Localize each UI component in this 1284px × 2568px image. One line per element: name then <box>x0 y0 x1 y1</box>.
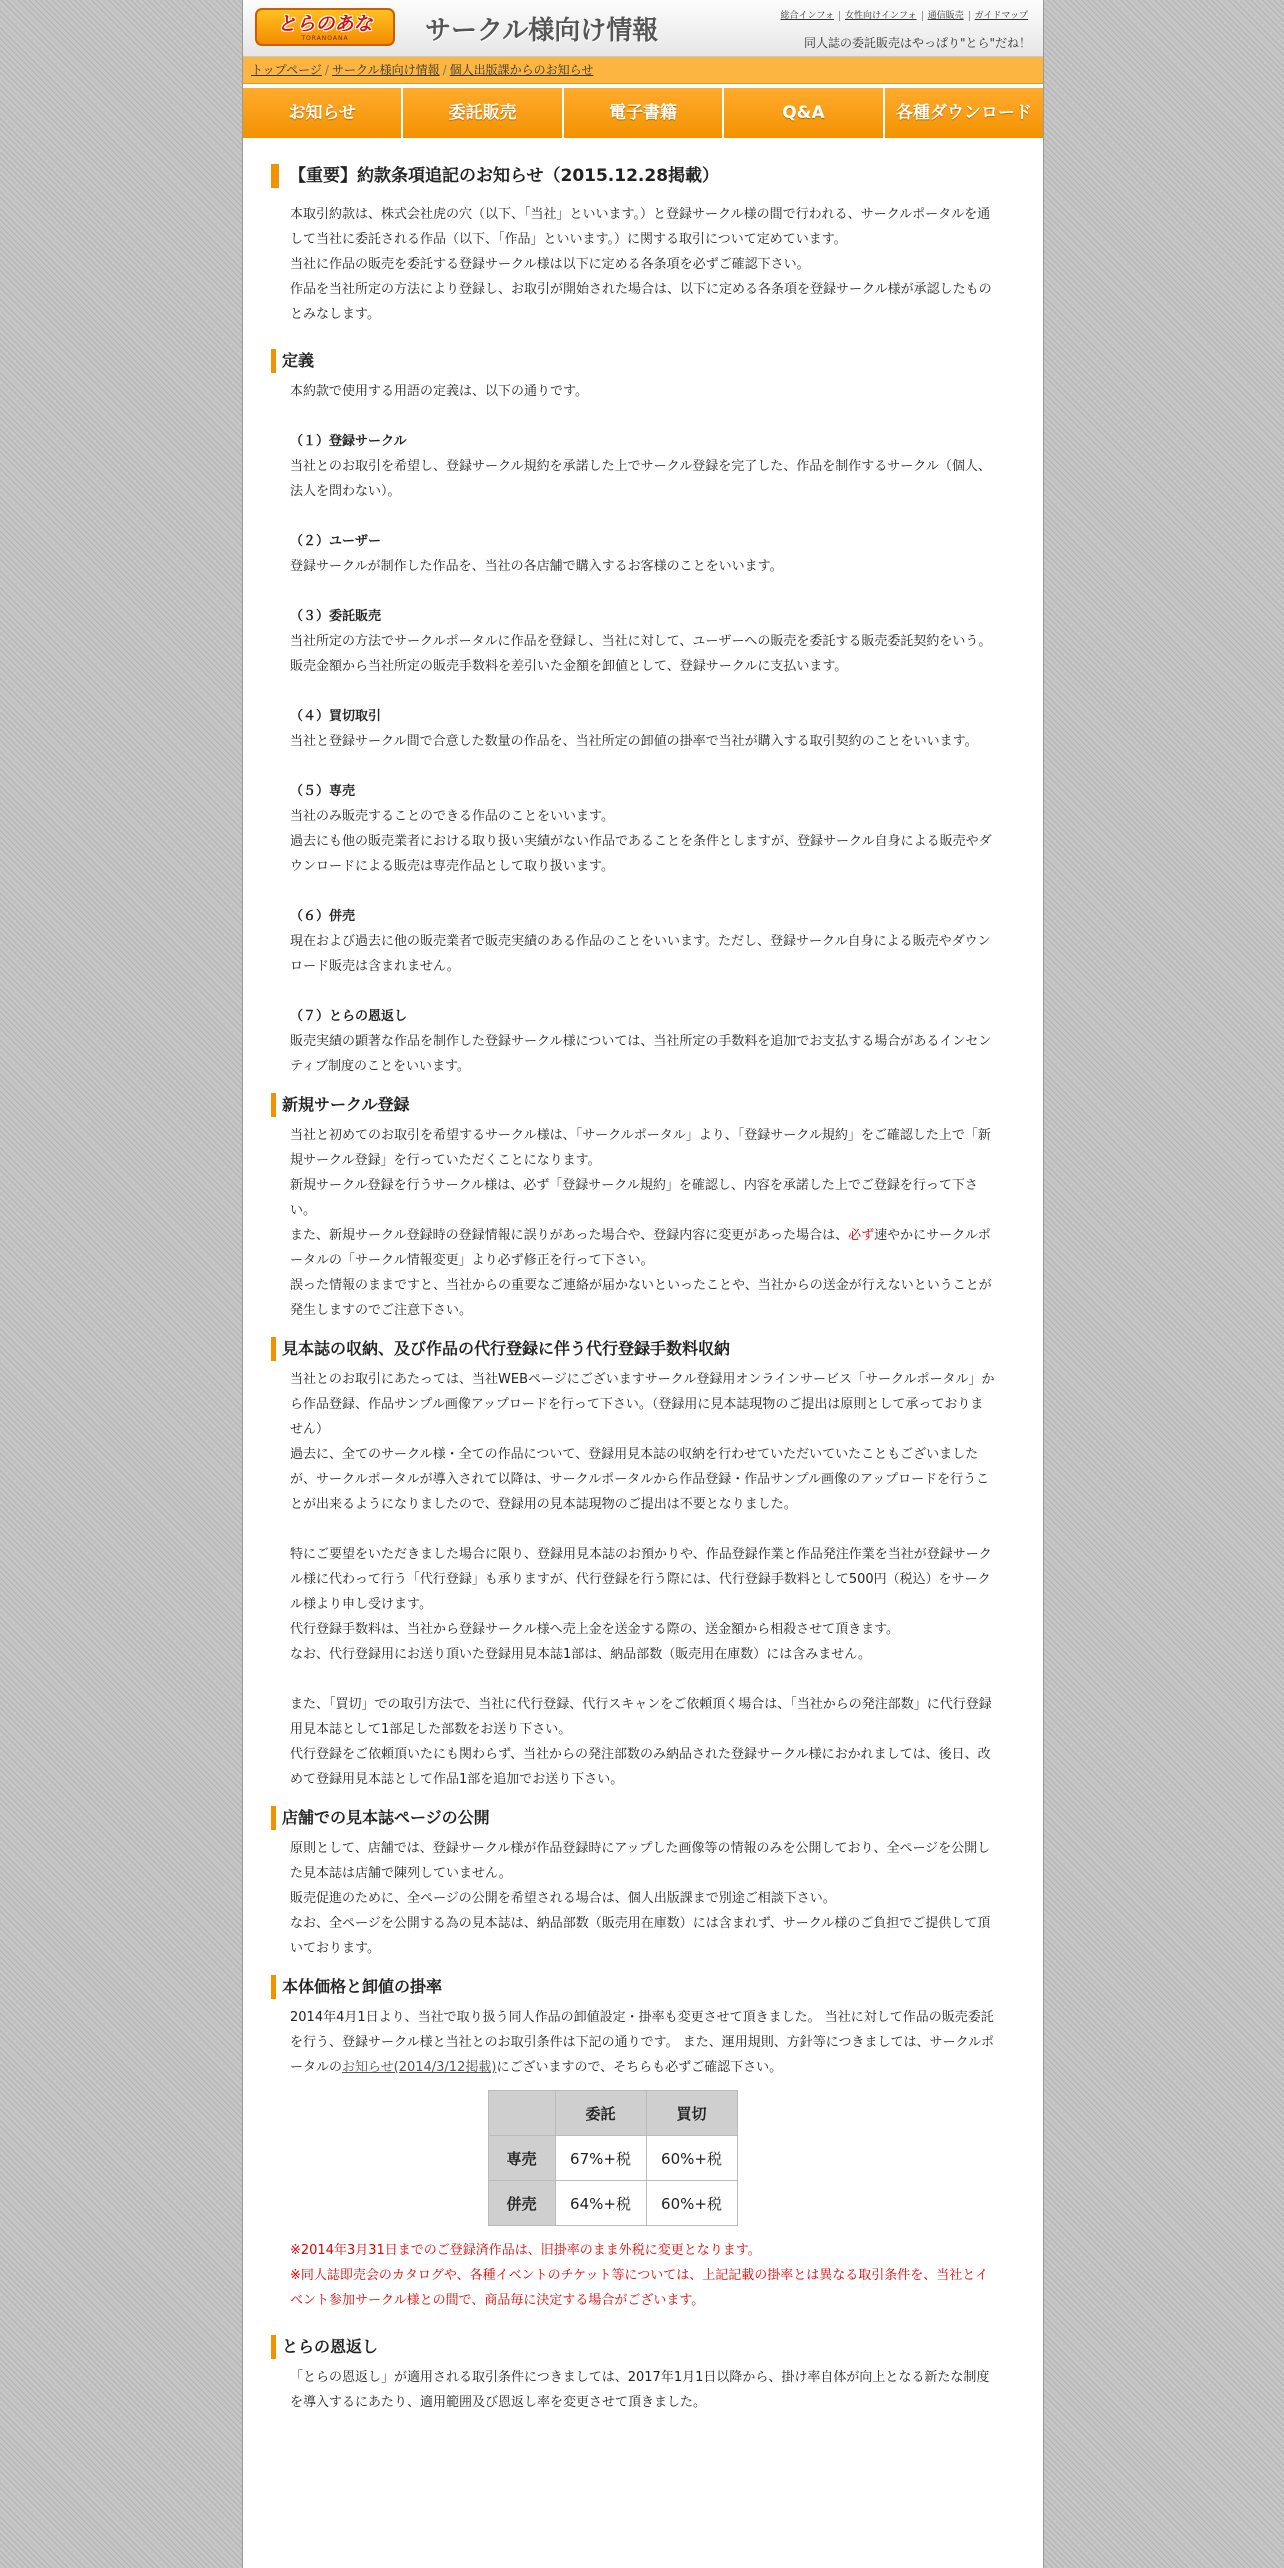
definition-text: 過去にも他の販売業者における取り扱い実績がない作品であることを条件としますが、登録サークル自身による販売やダウンロードによる販売は専売作品として取り扱います。 <box>290 834 992 874</box>
site-header <box>243 0 1043 57</box>
store-paragraph: 販売促進のために、全ページの公開を希望される場合は、個人出版課まで別途ご相談下さい。 <box>290 1891 836 1906</box>
emphasis-required: 必ず <box>848 1228 875 1243</box>
new-circle-paragraph <box>290 1223 995 1273</box>
definition-text: 当社所定の方法でサークルポータルに作品を登録し、当社に対して、ユーザーへの販売を委託する販売委託契約をいう。 <box>290 634 992 649</box>
nav-consignment[interactable]: 委託販売 <box>403 88 563 138</box>
definition-title: （５）専売 <box>290 784 356 799</box>
price-text: にございますので、そちらも必ずご確認下さい。 <box>496 2060 783 2075</box>
table-row <box>488 2181 737 2226</box>
main-content <box>243 164 1043 2415</box>
logo-text: とらのあな <box>277 13 373 35</box>
store-sample-block <box>271 1836 995 1961</box>
rate-table-column-header: 買切 <box>646 2091 737 2136</box>
rate-table-column-header: 委託 <box>555 2091 646 2136</box>
top-link-mail-order[interactable]: 通信販売 <box>922 11 969 21</box>
top-link-guide-map[interactable]: ガイドマップ <box>969 11 1033 21</box>
nav-ebooks[interactable]: 電子書籍 <box>564 88 724 138</box>
sample-paragraph: 当社とのお取引にあたっては、当社WEBページにございますサークル登録用オンラインサービス「サークルポータル」から作品登録、作品サンプル画像アップロードを行って下さい。（登録用に見本誌現物のご提出は原則として承っておりません） <box>290 1372 995 1437</box>
store-paragraph: なお、全ページを公開する為の見本誌は、納品部数（販売用在庫数）には含まれず、サークル様のご負担でご提供して頂いております。 <box>290 1916 991 1956</box>
site-title: サークル様向け情報 <box>425 16 659 46</box>
nav-downloads[interactable]: 各種ダウンロード <box>885 88 1043 138</box>
section-heading-new-circle: 新規サークル登録 <box>271 1093 995 1117</box>
rate-table-cell: 67%+税 <box>555 2136 646 2181</box>
definition-text: 販売実績の顕著な作品を制作した登録サークル様については、当社所定の手数料を追加でお支払する場合があるインセンティブ制度のことをいいます。 <box>290 1034 992 1074</box>
definition-title: （１）登録サークル <box>290 434 407 449</box>
definition-title: （３）委託販売 <box>290 609 382 624</box>
rate-table <box>488 2090 738 2226</box>
spacer <box>290 1517 995 1542</box>
rate-table-row-header: 専売 <box>488 2136 555 2181</box>
new-circle-paragraph: 当社と初めてのお取引を希望するサークル様は、「サークルポータル」より、「登録サークル規約」をご確認した上で「新規サークル登録」を行っていただくことになります。 <box>290 1128 991 1168</box>
rate-note: ※同人誌即売会のカタログや、各種イベントのチケット等については、上記記載の掛率とは異なる取引条件を、当社とイベント参加サークル様との間で、商品毎に決定する場合がございます。 <box>290 2268 989 2308</box>
nav-qa[interactable]: Q&A <box>724 88 884 138</box>
sample-paragraph: 代行登録手数料は、当社から登録サークル様へ売上金を送金する際の、送金額から相殺させて頂きます。 <box>290 1622 900 1637</box>
page-container <box>242 0 1044 2568</box>
nav-news[interactable]: お知らせ <box>243 88 403 138</box>
main-nav <box>243 88 1043 138</box>
portal-news-link[interactable]: お知らせ(2014/3/12掲載) <box>342 2060 497 2075</box>
definition-title: （７）とらの恩返し <box>290 1009 408 1024</box>
definition-title: （６）併売 <box>290 909 356 924</box>
top-links <box>775 8 1033 21</box>
ongaeshi-block <box>271 2365 995 2415</box>
sample-paragraph: 代行登録をご依頼頂いたにも関わらず、当社からの発注部数のみ納品された登録サークル様におかれましては、後日、改めて登録用見本誌として作品1部を追加でお送り下さい。 <box>290 1747 991 1787</box>
definition-text: 現在および過去に他の販売業者で販売実績のある作品のことをいいます。ただし、登録サークル自身による販売やダウンロード販売は含まれません。 <box>290 934 991 974</box>
new-circle-paragraph: 誤った情報のままですと、当社からの重要なご連絡が届かないといったことや、当社からの送金が行えないということが発生しますのでご注意下さい。 <box>290 1278 992 1318</box>
page-title: 【重要】約款条項追記のお知らせ（2015.12.28掲載） <box>271 164 995 188</box>
rate-table-row-header: 併売 <box>488 2181 555 2226</box>
rate-table-cell: 64%+税 <box>555 2181 646 2226</box>
definitions-lead: 本約款で使用する用語の定義は、以下の通りです。 <box>290 384 588 399</box>
definition-title: （２）ユーザー <box>290 534 382 549</box>
price-paragraph <box>290 2005 995 2080</box>
section-heading-ongaeshi: とらの恩返し <box>271 2335 995 2359</box>
sample-paragraph: また、「買切」での取引方法で、当社に代行登録、代行スキャンをご依頼頂く場合は、「当社からの発注部数」に代行登録用見本誌として1部足した部数をお送り下さい。 <box>290 1697 992 1737</box>
new-circle-text: 速やかにサークルポータルの「サークル情報変更」より必ず修正を行って下さい。 <box>290 1228 991 1268</box>
new-circle-text: また、新規サークル登録時の登録情報に誤りがあった場合や、登録内容に変更があった場合は、 <box>290 1228 849 1243</box>
intro-paragraph: 本取引約款は、株式会社虎の穴（以下、「当社」といいます。）と登録サークル様の間で行われる、サークルポータルを通して当社に委託される作品（以下、「作品」といいます。）に関する取引について定めています。 <box>290 207 991 247</box>
new-circle-block <box>271 1123 995 1323</box>
intro-paragraph: 当社に作品の販売を委託する登録サークル様は以下に定める各条項を必ずご確認下さい。 <box>290 257 810 272</box>
section-heading-store-sample: 店舗での見本誌ページの公開 <box>271 1806 995 1830</box>
toranoana-logo[interactable] <box>255 8 395 46</box>
rate-table-corner <box>488 2091 555 2136</box>
top-link-female-info[interactable]: 女性向けインフォ <box>839 11 922 21</box>
price-text: 2014年4月1日より、当社で取り扱う同人作品の卸値設定・掛率も変更させて頂きました。 当社に対して作品の販売委託を行う、登録サークル様と当社とのお取引条件は下記の通りです。 また、運用規則、方針等につきましては、サークルポータルの <box>290 2010 995 2075</box>
rate-note: ※2014年3月31日までのご登録済作品は、旧掛率のまま外税に変更となります。 <box>290 2243 761 2258</box>
breadcrumb-separator: / <box>324 63 329 77</box>
spacer <box>290 1667 995 1692</box>
section-heading-definitions: 定義 <box>271 349 995 373</box>
breadcrumb-separator: / <box>442 63 447 77</box>
sample-paragraph: 特にご要望をいただきました場合に限り、登録用見本誌のお預かりや、作品登録作業と作品発注作業を当社が登録サークル様に代わって行う「代行登録」も承りますが、代行登録を行う際には、代行登録手数料として500円（税込）をサークル様より申し受けます。 <box>290 1547 992 1612</box>
top-link-general-info[interactable]: 総合インフォ <box>780 11 835 21</box>
ongaeshi-paragraph: 「とらの恩返し」が適用される取引条件につきましては、2017年1月1日以降から、掛け率自体が向上となる新たな制度を導入するにあたり、適用範囲及び恩返し率を変更させて頂きました。 <box>290 2370 990 2410</box>
store-paragraph: 原則として、店舗では、登録サークル様が作品登録時にアップした画像等の情報のみを公開しており、全ページを公開した見本誌は店舗で陳列していません。 <box>290 1841 991 1881</box>
section-heading-price-rate: 本体価格と卸値の掛率 <box>271 1975 995 1999</box>
sample-paragraph: なお、代行登録用にお送り頂いた登録用見本誌1部は、納品部数（販売用在庫数）には含みません。 <box>290 1647 872 1662</box>
sample-books-block <box>271 1367 995 1792</box>
breadcrumb-current[interactable]: 個人出版課からのお知らせ <box>449 63 594 77</box>
breadcrumb-top[interactable]: トップページ <box>251 63 322 77</box>
rate-notes <box>290 2238 995 2313</box>
definition-text: 当社のみ販売することのできる作品のことをいいます。 <box>290 809 614 824</box>
logo-subtext: TORANOANA <box>301 35 349 42</box>
tagline: 同人誌の委託販売はやっぱり"とら"だね！ <box>803 36 1031 50</box>
definition-text: 当社とのお取引を希望し、登録サークル規約を承諾した上でサークル登録を完了した、作品を制作するサークル（個人、法人を問わない）。 <box>290 459 991 499</box>
definition-text: 登録サークルが制作した作品を、当社の各店舗で購入するお客様のことをいいます。 <box>290 559 783 574</box>
rate-table-cell: 60%+税 <box>646 2181 737 2226</box>
price-rate-block <box>271 2005 995 2313</box>
sample-paragraph: 過去に、全てのサークル様・全ての作品について、登録用見本誌の収納を行わせていただいていたこともございましたが、サークルポータルが導入されて以降は、サークルポータルから作品登録・作品サンプル画像のアップロードを行うことが出来るようになりましたので、登録用の見本誌現物のご提出は不要となりました。 <box>290 1447 990 1512</box>
table-row <box>488 2136 737 2181</box>
rate-table-cell: 60%+税 <box>646 2136 737 2181</box>
section-heading-sample-books: 見本誌の収納、及び作品の代行登録に伴う代行登録手数料収納 <box>271 1337 995 1361</box>
definition-title: （４）買切取引 <box>290 709 382 724</box>
definitions-block <box>271 379 995 1079</box>
breadcrumb-circle-info[interactable]: サークル様向け情報 <box>331 63 440 77</box>
breadcrumb <box>243 57 1043 84</box>
new-circle-paragraph: 新規サークル登録を行うサークル様は、必ず「登録サークル規約」を確認し、内容を承諾した上でご登録を行って下さい。 <box>290 1178 978 1218</box>
definition-text: 当社と登録サークル間で合意した数量の作品を、当社所定の卸値の掛率で当社が購入する取引契約のことをいいます。 <box>290 734 978 749</box>
rate-table-header-row <box>488 2091 737 2136</box>
intro-block <box>271 202 995 327</box>
definition-text: 販売金額から当社所定の販売手数料を差引いた金額を卸値として、登録サークルに支払います。 <box>290 659 848 674</box>
intro-paragraph: 作品を当社所定の方法により登録し、お取引が開始された場合は、以下に定める各条項を登録サークル様が承認したものとみなします。 <box>290 282 992 322</box>
